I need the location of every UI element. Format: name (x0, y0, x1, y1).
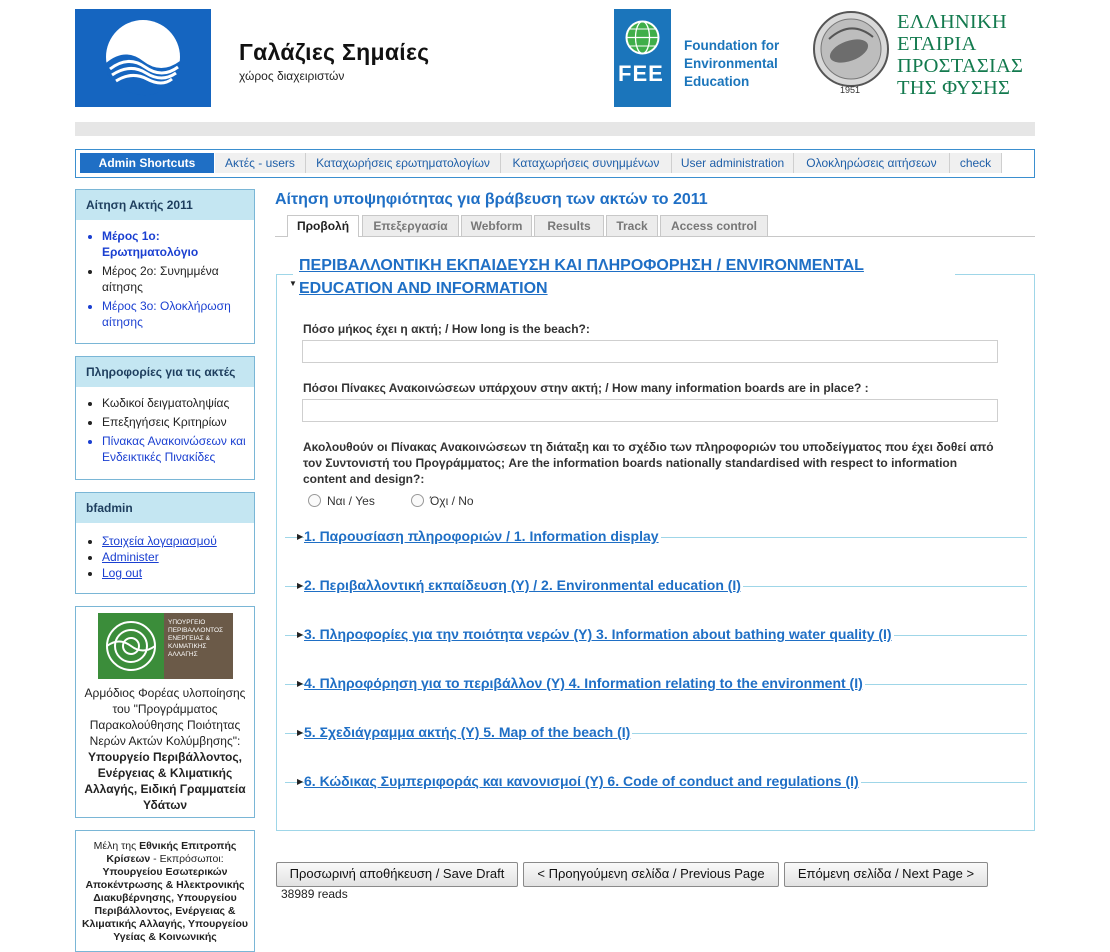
section-environment-info[interactable]: 4. Πληροφόρηση για το περιβάλλον (Υ) 4. Information relating to the environment (I) (304, 675, 863, 691)
expand-arrow-icon[interactable]: ▶ (297, 679, 304, 688)
sidebar-item-attachments[interactable]: • Μέρος 2ο: Συνημμένα αίτησης (102, 263, 254, 295)
section-water-quality[interactable]: 3. Πληροφορίες για την ποιότητα νερών (Υ) 3. Information about bathing water quality (I) (304, 626, 892, 642)
expand-arrow-icon[interactable]: ▶ (297, 630, 304, 639)
expand-arrow-icon[interactable]: ▶ (297, 581, 304, 590)
section-environmental-education[interactable]: 2. Περιβαλλοντική εκπαίδευση (Υ) / 2. Environmental education (I) (304, 577, 741, 593)
boards-standardised-label: Ακολουθούν οι Πίνακας Ανακοινώσεων τη διάταξη και το σχέδιο των πληροφοριών του υποδείγματος που έχει δοθεί από τον Συντονιστή του Προγράμματος; Are the information boards nationally standardised with respect to information content and design?: (303, 440, 994, 486)
shortcut-check[interactable]: check (950, 153, 1002, 173)
account-link[interactable]: Στοιχεία λογαριασμού (102, 534, 217, 548)
wave-icon (100, 17, 186, 97)
administer-link[interactable]: Administer (102, 550, 159, 564)
previous-page-button[interactable]: < Προηγούμενη σελίδα / Previous Page (523, 862, 779, 887)
admin-shortcuts-bar (75, 149, 1035, 178)
tab-access-control[interactable]: Access control (660, 215, 768, 236)
site-header (75, 9, 1035, 107)
fee-logo[interactable] (614, 9, 671, 107)
info-boards-count-label: Πόσοι Πίνακες Ανακοινώσεων υπάρχουν στην ακτή; / How many information boards are in place? : (303, 381, 869, 395)
committee-description: Μέλη της Εθνικής Επιτροπής Κρίσεων - Εκπρόσωποι: Υπουργείου Εσωτερικών Αποκέντρωσης & Ηλεκτρονικής Διακυβέρνησης, Υπουργείου Περιβάλλοντος, Ενέργειας & Κλιματικής Αλλαγής, Υπουργείου Υγείας & Κοινωνικής (81, 840, 249, 943)
content-tabs (275, 214, 1035, 237)
header-divider (75, 122, 1035, 136)
tab-edit[interactable]: Επεξεργασία (362, 215, 459, 236)
expand-arrow-icon[interactable]: ▶ (297, 728, 304, 737)
site-subtitle: χώρος διαχειριστών (239, 69, 345, 83)
page-title: Αίτηση υποψηφιότητας για βράβευση των ακτών το 2011 (275, 191, 708, 208)
section-information-display[interactable]: 1. Παρουσίαση πληροφοριών / 1. Information display (304, 528, 659, 544)
sidebar-beach-info-block (75, 356, 255, 480)
fee-name: Foundation for Environmental Education (684, 38, 780, 89)
section-code-of-conduct[interactable]: 6. Κώδικας Συμπεριφοράς και κανονισμοί (Υ) 6. Code of conduct and regulations (I) (304, 773, 859, 789)
collapse-arrow-icon[interactable]: ▼ (289, 279, 297, 288)
fieldset-legend[interactable]: ΠΕΡΙΒΑΛΛΟΝΤΙΚΗ ΕΚΠΑΙΔΕΥΣΗ ΚΑΙ ΠΛΗΡΟΦΟΡΗΣΗ / ENVIRONMENTAL EDUCATION AND INFORMATION (299, 257, 864, 297)
shortcut-user-administration[interactable]: User administration (672, 153, 794, 173)
sidebar-item-info-boards[interactable]: • Πίνακας Ανακοινώσεων και Ενδεικτικές Πινακίδες (102, 433, 254, 465)
logout-link[interactable]: Log out (102, 566, 143, 580)
sidebar-application-block (75, 189, 255, 344)
blue-flag-logo[interactable] (75, 9, 211, 107)
radio-yes[interactable] (308, 494, 321, 507)
admin-shortcuts-label[interactable]: Admin Shortcuts (80, 153, 214, 173)
sidebar-item-completion[interactable]: • Μέρος 3ο: Ολοκλήρωση αίτησης (102, 298, 254, 330)
eepf-year: 1951 (840, 85, 861, 95)
ministry-logo-text: ΥΠΟΥΡΓΕΙΟ ΠΕΡΙΒΑΛΛΟΝΤΟΣ ΕΝΕΡΓΕΙΑΣ & ΚΛΙΜΑΤΙΚΗΣ ΑΛΛΑΓΗΣ (168, 619, 224, 658)
sidebar-user-block (75, 492, 255, 594)
fee-abbr: FEE (618, 61, 664, 86)
read-count: 38989 reads (281, 887, 348, 901)
save-draft-button[interactable]: Προσωρινή αποθήκευση / Save Draft (276, 862, 518, 887)
tab-webform[interactable]: Webform (461, 215, 532, 236)
beach-length-input[interactable] (302, 340, 998, 363)
sidebar-item-criteria-explanations[interactable]: • Επεξηγήσεις Κριτηρίων (102, 414, 254, 430)
expand-arrow-icon[interactable]: ▶ (297, 532, 304, 541)
sidebar-committee-block (75, 830, 255, 952)
shortcut-application-completions[interactable]: Ολοκληρώσεις αιτήσεων (794, 153, 950, 173)
radio-no-label: Όχι / No (430, 494, 474, 508)
ministry-text-plain: Αρμόδιος Φορέας υλοποίησης του "Προγράμματος Παρακολούθησης Ποιότητας Νερών Ακτών Κολύμβησης": (84, 686, 246, 748)
tab-track[interactable]: Track (606, 215, 658, 236)
radio-no[interactable] (411, 494, 424, 507)
tab-view[interactable]: Προβολή (287, 215, 359, 237)
site-title[interactable]: Γαλάζιες Σημαίες (239, 39, 430, 65)
shortcut-questionnaire-entries[interactable]: Καταχωρήσεις ερωτηματολογίων (306, 153, 501, 173)
block-title: Πληροφορίες για τις ακτές (76, 357, 254, 387)
sidebar-ministry-block (75, 606, 255, 818)
block-title: Αίτηση Ακτής 2011 (76, 190, 254, 220)
globe-icon (624, 19, 661, 56)
expand-arrow-icon[interactable]: ▶ (297, 777, 304, 786)
shortcut-beach-users[interactable]: Ακτές - users (215, 153, 306, 173)
ministry-description (82, 685, 248, 813)
shortcut-attachment-entries[interactable]: Καταχωρήσεις συνημμένων (501, 153, 672, 173)
sidebar-item-questionnaire[interactable]: • Μέρος 1ο: Ερωτηματολόγιο (102, 228, 254, 260)
radio-yes-label: Ναι / Yes (327, 494, 375, 508)
next-page-button[interactable]: Επόμενη σελίδα / Next Page > (784, 862, 988, 887)
ministry-text-bold: Υπουργείο Περιβάλλοντος, Ενέργειας & Κλιματικής Αλλαγής, Ειδική Γραμματεία Υδάτων (84, 750, 246, 812)
block-title: bfadmin (76, 493, 254, 523)
section-beach-map[interactable]: 5. Σχεδιάγραμμα ακτής (Υ) 5. Map of the beach (I) (304, 724, 631, 740)
info-boards-count-input[interactable] (302, 399, 998, 422)
eepf-name: ΕΛΛΗΝΙΚΗ ΕΤΑΙΡΙΑ ΠΡΟΣΤΑΣΙΑΣ ΤΗΣ ΦΥΣΗΣ (897, 11, 1024, 99)
sidebar-item-sampling-codes[interactable]: • Κωδικοί δειγματοληψίας (102, 395, 254, 411)
beach-length-label: Πόσο μήκος έχει η ακτή; / How long is the beach?: (303, 322, 590, 336)
tab-results[interactable]: Results (534, 215, 604, 236)
